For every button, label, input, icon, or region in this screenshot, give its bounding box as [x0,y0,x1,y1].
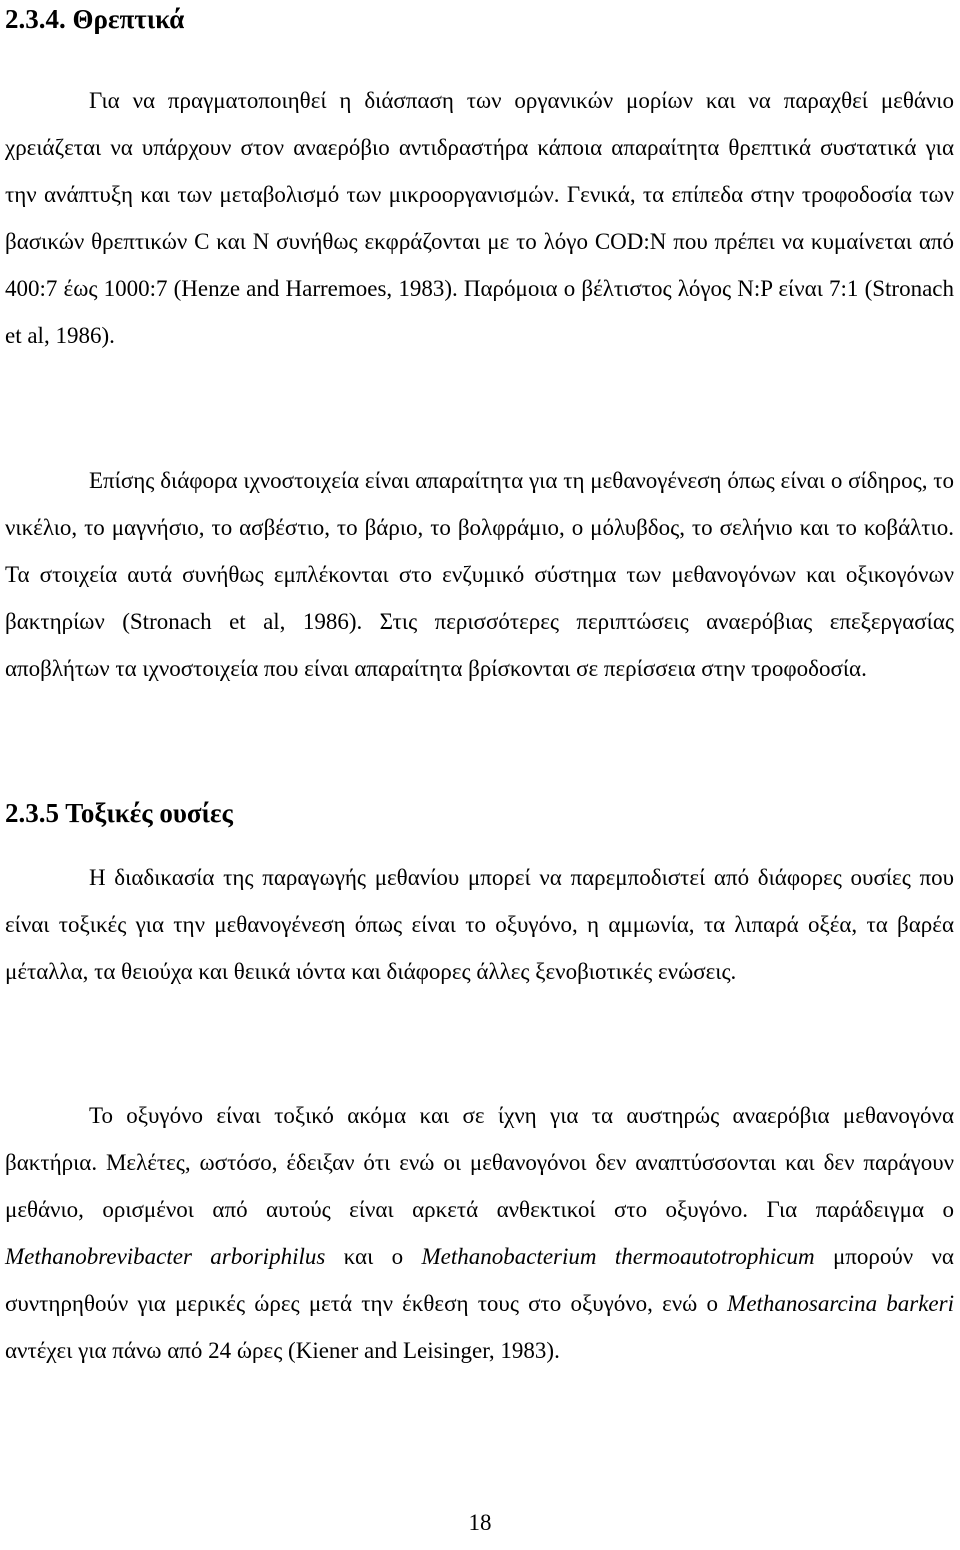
page-number: 18 [468,1510,492,1535]
paragraph-toxic-intro: Η διαδικασία της παραγωγής μεθανίου μπορεί να παρεμποδιστεί από διάφορες ουσίες που είναι τοξικές για την μεθανογένεση όπως είναι το οξυγόνο, η αμμωνία, τα λιπαρά οξέα, τα βαρέα μέταλλα, τα θειούχα και θειικά ιόντα και διάφορες άλλες ξενοβιοτικές ενώσεις. [5,865,954,984]
oxygen-text-part-3: μπορούν να συντηρηθούν για μερικές ώρες μετά την έκθεση τους στο οξυγόνο, ενώ ο [5,1244,954,1316]
section-heading-toxic-substances: 2.3.5 Τοξικές ουσίες [5,798,233,828]
species-name: Methanobacterium thermoautotrophicum [421,1244,815,1269]
oxygen-text-part-2: και ο [325,1244,422,1269]
paragraph-nutrients-intro: Για να πραγματοποιηθεί η διάσπαση των οργανικών μορίων και να παραχθεί μεθάνιο χρειάζεται να υπάρχουν στον αναερόβιο αντιδραστήρα κάποια απαραίτητα θρεπτικά συστατικά για την ανάπτυξη και των μεταβολισμό των μικροοργανισμών. Γενικά, τα επίπεδα στην τροφοδοσία των βασικών θρεπτικών C και N συνήθως εκφράζονται με το λόγο COD:N που πρέπει να κυμαίνεται από 400:7 έως 1000:7 (Henze and Harremoes, 1983). Παρόμοια ο βέλτιστος λόγος N:P είναι 7:1 (Stronach et al, 1986). [5,88,954,348]
species-name: Methanobrevibacter arboriphilus [5,1244,326,1269]
paragraph-oxygen-toxicity [5,1092,954,1374]
oxygen-text-part-1: Το οξυγόνο είναι τοξικό ακόμα και σε ίχνη για τα αυστηρώς αναερόβια μεθανογόνα βακτήρια. Μελέτες, ωστόσο, έδειξαν ότι ενώ οι μεθανογόνοι δεν αναπτύσσονται και δεν παράγουν μεθάνιο, ορισμένοι από αυτούς είναι αρκετά ανθεκτικοί στο οξυγόνο. Για παράδειγμα ο [5,1103,954,1222]
section-heading-nutrients: 2.3.4. Θρεπτικά [5,4,185,34]
oxygen-text-part-4: αντέχει για πάνω από 24 ώρες (Kiener and Leisinger, 1983). [5,1338,560,1363]
species-name: Methanosarcina barkeri [727,1291,954,1316]
paragraph-trace-elements: Επίσης διάφορα ιχνοστοιχεία είναι απαραίτητα για τη μεθανογένεση όπως είναι ο σίδηρος, το νικέλιο, το μαγνήσιο, το ασβέστιο, το βάριο, το βολφράμιο, ο μόλυβδος, το σελήνιο και το κοβάλτιο. Τα στοιχεία αυτά συνήθως εμπλέκονται στο ενζυμικό σύστημα των μεθανογόνων και οξικογόνων βακτηρίων (Stronach et al, 1986). Στις περισσότερες περιπτώσεις αναερόβιας επεξεργασίας αποβλήτων τα ιχνοστοιχεία που είναι απαραίτητα βρίσκονται σε περίσσεια στην τροφοδοσία. [5,468,954,681]
